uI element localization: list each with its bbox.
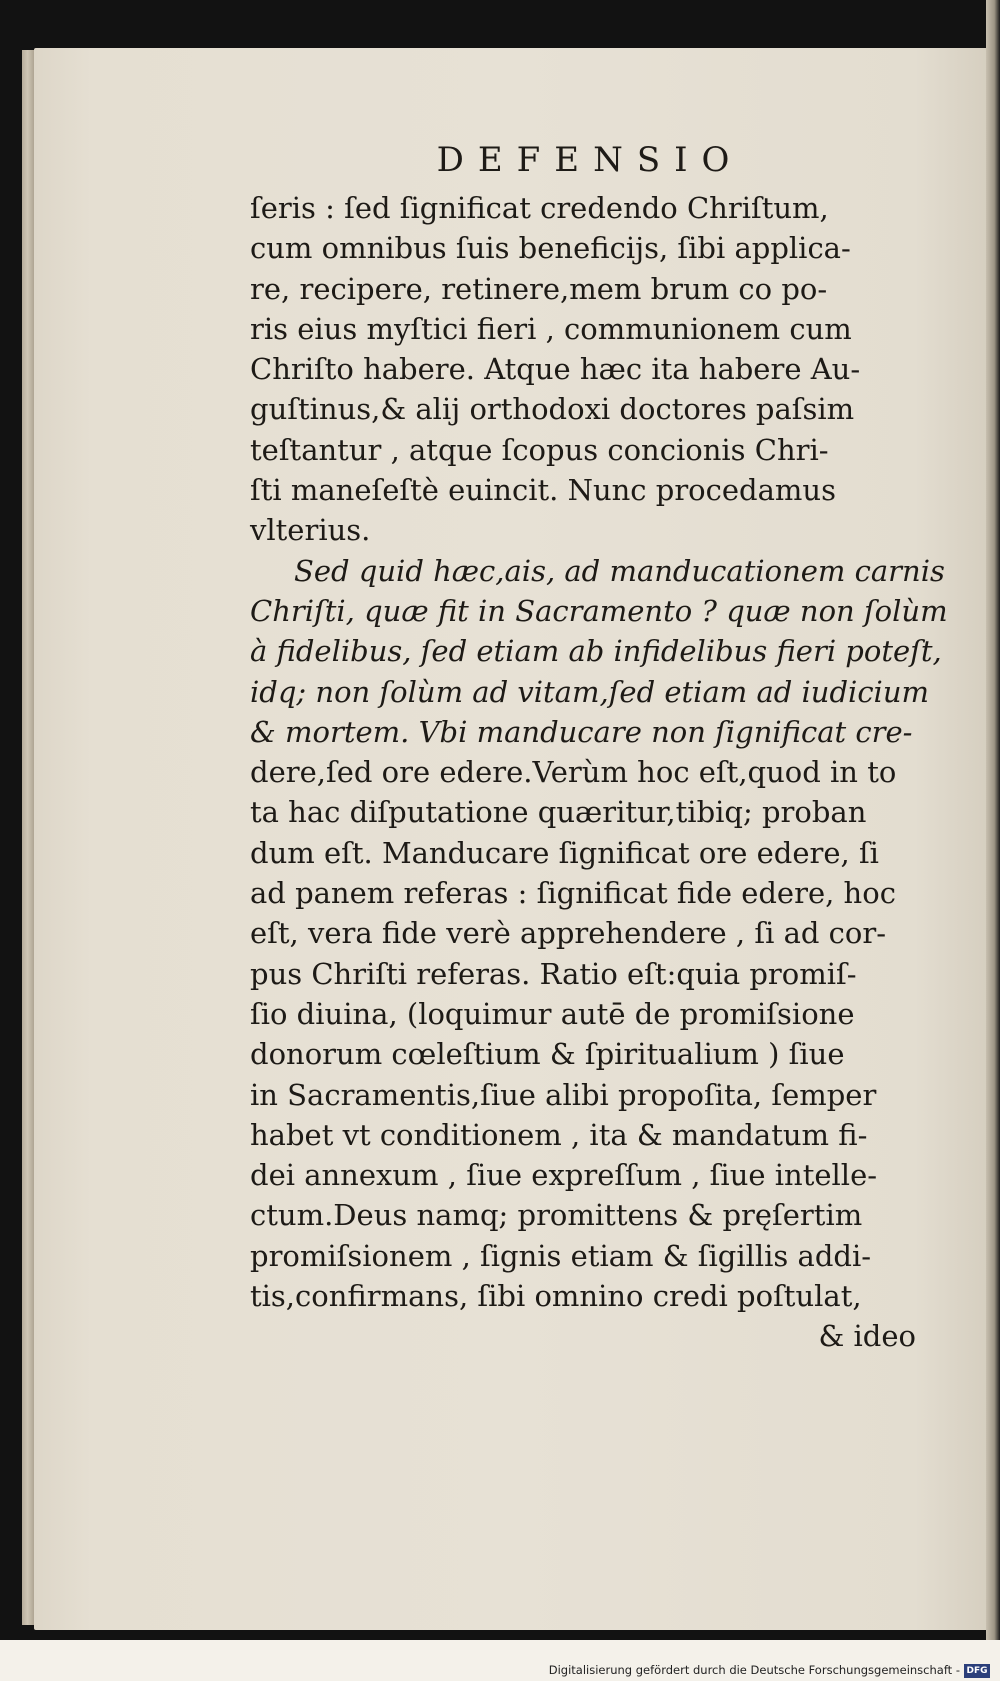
text-line: & mortem. Vbi manducare non ſignificat cre- <box>250 714 913 749</box>
text-line: teſtantur , atque ſcopus concionis Chri- <box>250 432 829 467</box>
text-line: habet vt conditionem , ita & mandatum fi- <box>250 1117 868 1152</box>
text-line: eſt, vera fide verè apprehendere , ſi ad cor- <box>250 916 887 951</box>
text-line: Chriſto habere. Atque hæc ita habere Au- <box>250 352 861 387</box>
footer-bar <box>0 1661 1000 1681</box>
text-line: vlterius. <box>250 513 371 548</box>
text-line: ctum.Deus namq; promittens & pręſertim <box>250 1198 863 1233</box>
text-line: ſio diuina, (loquimur autē de promiſsione <box>250 996 855 1031</box>
text-line: promiſsionem , ſignis etiam & ſigillis addi- <box>250 1238 872 1273</box>
text-line: Chriſti, quæ fit in Sacramento ? quæ non ſolùm <box>250 593 948 628</box>
text-line: ta hac diſputatione quæritur,tibiq; proban <box>250 795 867 830</box>
dfg-logo: DFG <box>964 1664 990 1678</box>
text-line: donorum cœleſtium & ſpiritualium ) ſiue <box>250 1037 845 1072</box>
text-line: pus Chriſti referas. Ratio eſt:quia promiſ- <box>250 956 857 991</box>
page-header: DEFENSIO <box>436 140 744 180</box>
text-line: in Sacramentis,ſiue alibi propoſita, ſemper <box>250 1077 877 1112</box>
text-line: cum omnibus ſuis beneficijs, ſibi applica- <box>250 231 851 266</box>
text-line: ad panem referas : ſignificat fide edere, hoc <box>250 876 896 911</box>
text-line: à fidelibus, ſed etiam ab infidelibus fieri poteſt, <box>250 634 942 669</box>
text-line: ris eius myſtici fieri , communionem cum <box>250 311 852 346</box>
text-line: guſtinus,& alij orthodoxi doctores paſsim <box>250 392 855 427</box>
body-text <box>250 188 948 1357</box>
text-line: ſeris : ſed ſignificat credendo Chriſtum, <box>250 191 829 225</box>
book-right-edge <box>986 0 1000 1640</box>
text-line: re, recipere, retinere,mem brum co po- <box>250 271 828 306</box>
text-line: ſti maneſeſtè euincit. Nunc procedamus <box>250 473 836 508</box>
text-line: Sed quid hæc,ais, ad manducationem carnis <box>294 553 945 588</box>
text-line: dum eſt. Manducare ſignificat ore edere, ſi <box>250 835 879 870</box>
text-line: idq; non ſolùm ad vitam,ſed etiam ad iudicium <box>250 674 930 709</box>
text-line: tis,confirmans, ſibi omnino credi poſtulat, <box>250 1279 862 1314</box>
text-line: & ideo <box>818 1319 916 1354</box>
text-line: dei annexum , ſiue expreſſum , ſiue intelle- <box>250 1158 878 1193</box>
footer-credit: Digitalisierung gefördert durch die Deutsche Forschungsgemeinschaft - <box>548 1663 960 1677</box>
text-line: dere,ſed ore edere.Verùm hoc eſt,quod in to <box>250 755 897 790</box>
